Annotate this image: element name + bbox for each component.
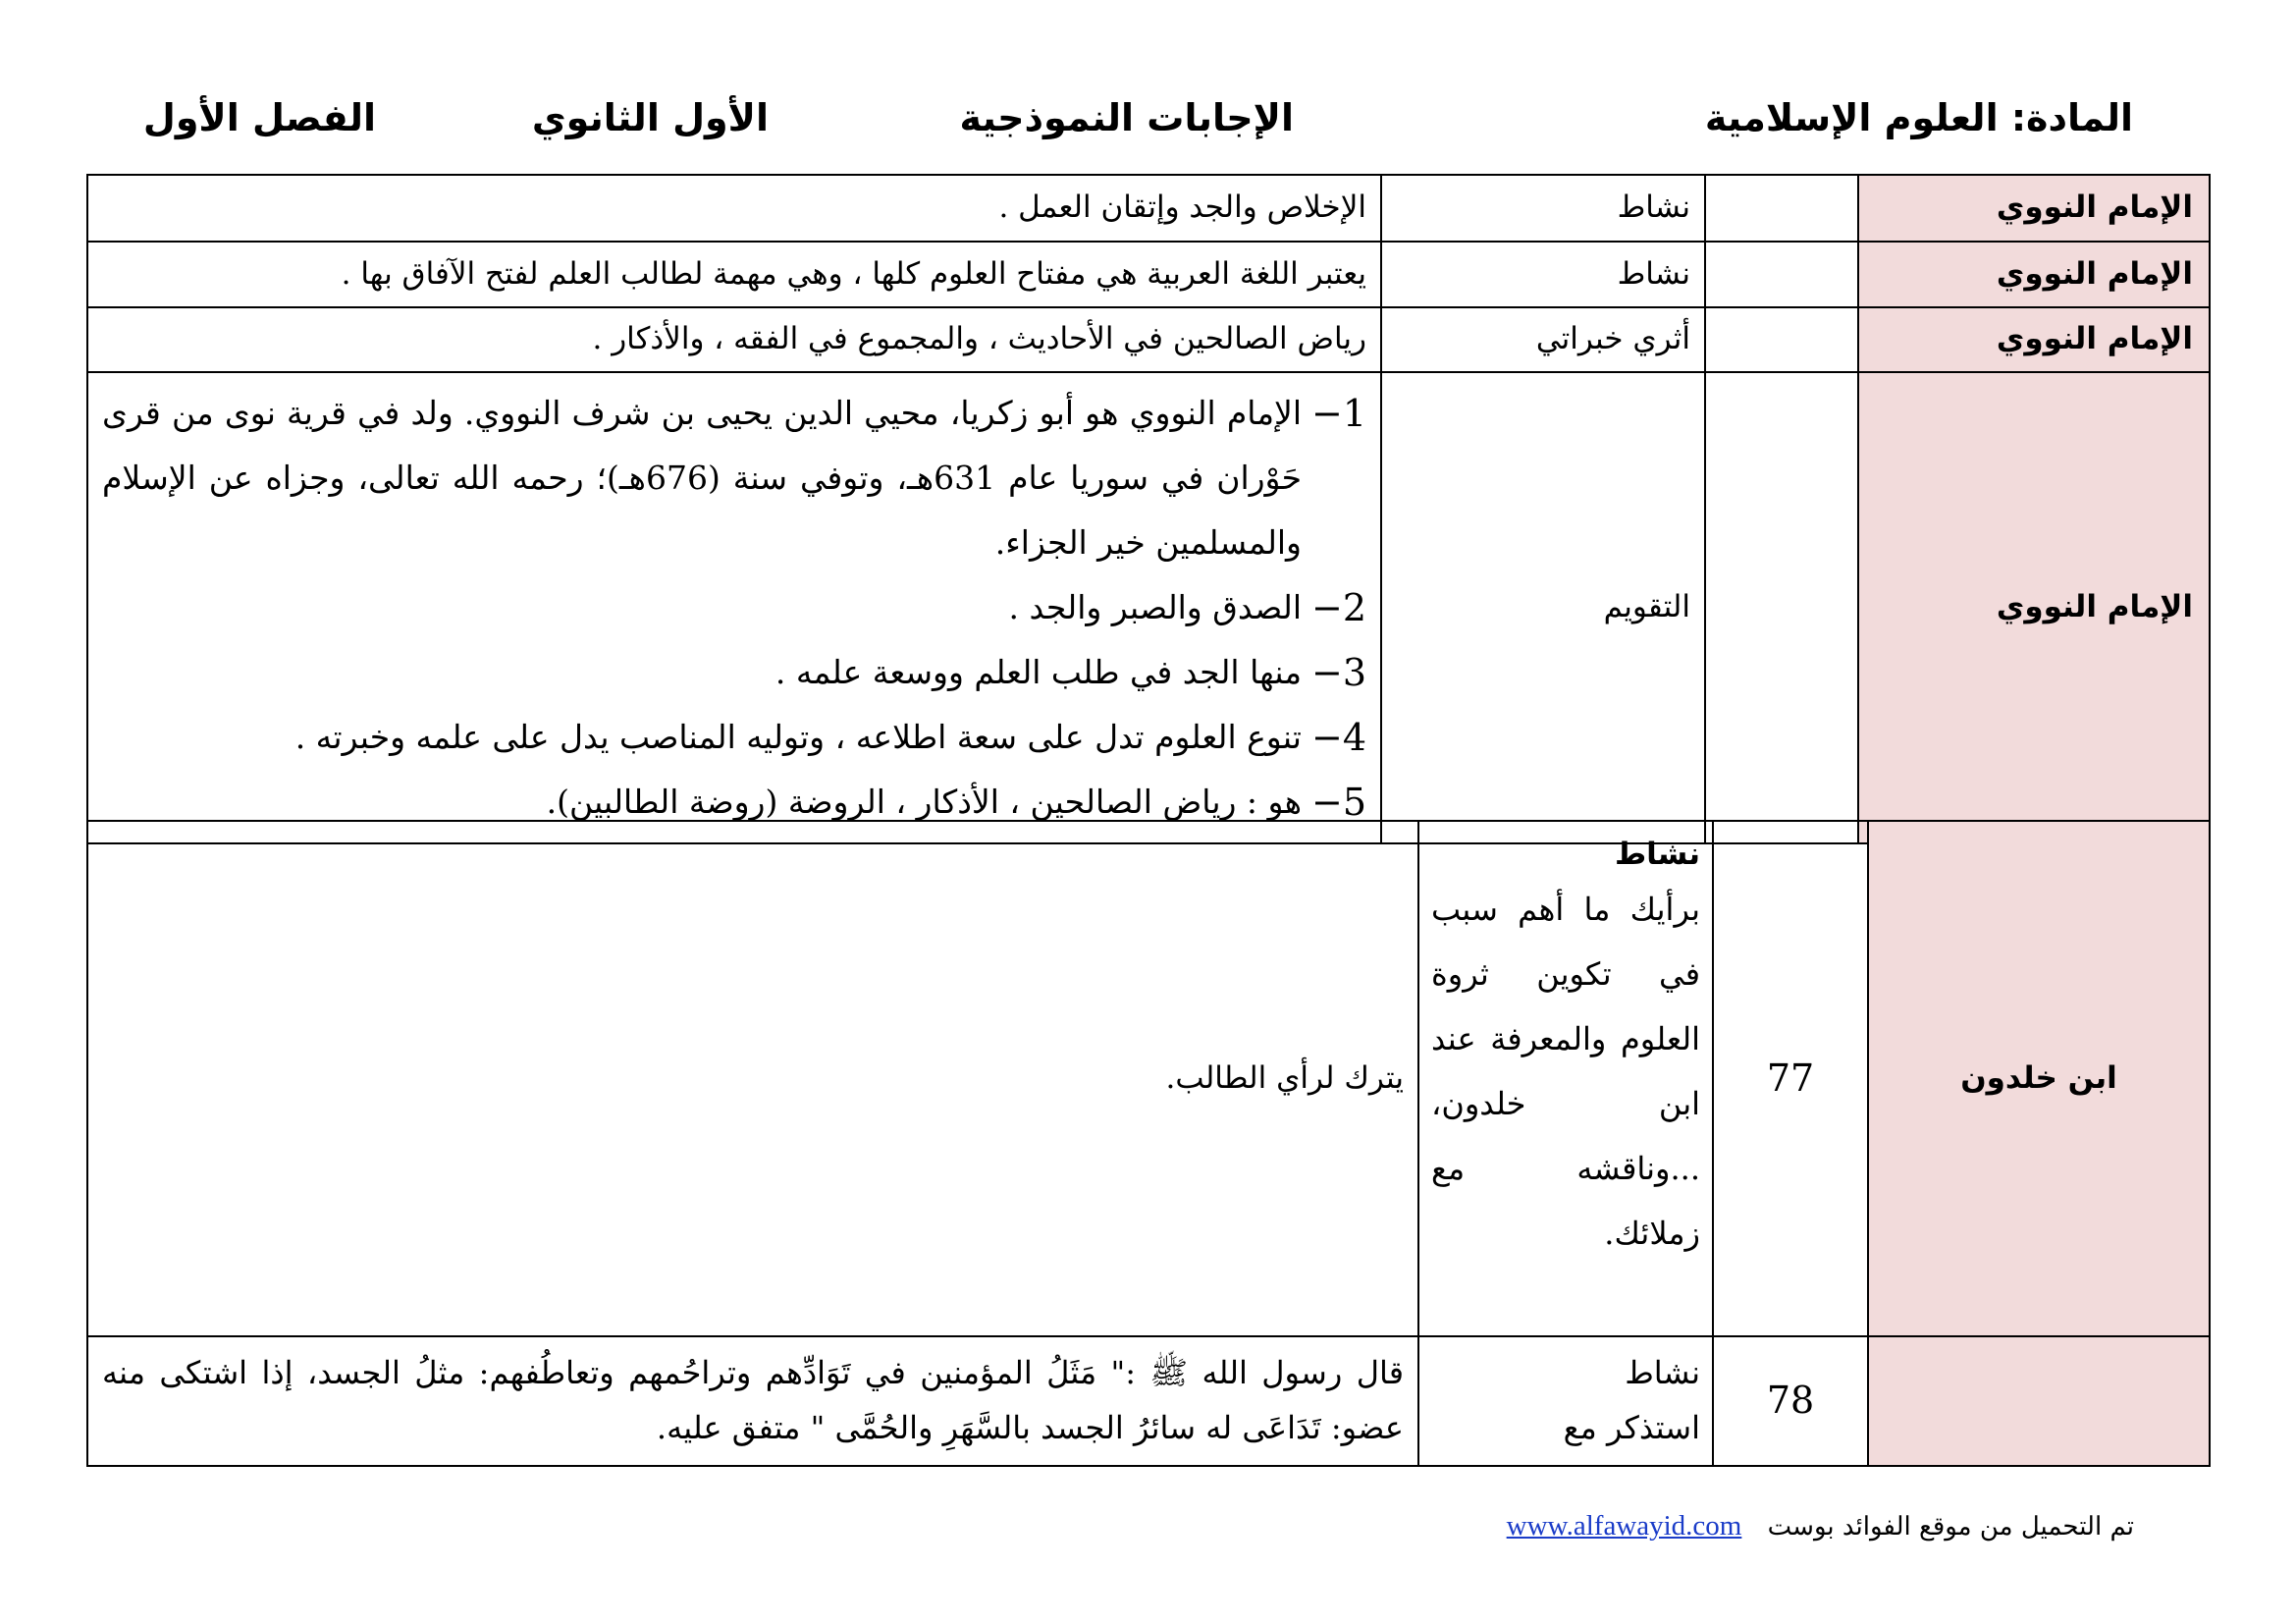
page-header xyxy=(86,96,2212,155)
item-number: 4− xyxy=(1310,716,1366,759)
footer-note: تم التحميل من موقع الفوائد بوست xyxy=(1767,1512,2134,1542)
activity-question xyxy=(1419,822,1712,1275)
activity-text: برأيك ما أهم سبب في تكوين ثروة العلوم والمعرفة عند ابن خلدون، ...وناقشه مع زملائك. xyxy=(1431,891,1700,1252)
table-row xyxy=(87,821,2210,1336)
page-number-cell xyxy=(1705,175,1858,242)
list-item xyxy=(102,705,1366,770)
subject-heading: المادة: العلوم الإسلامية xyxy=(1704,96,2133,139)
document-title: الإجابات النموذجية xyxy=(959,96,1294,139)
question-type-cell: نشاط xyxy=(1381,175,1705,242)
lesson-cell xyxy=(1868,1336,2210,1466)
evaluation-answers-cell xyxy=(87,372,1381,843)
lesson-cell: الإمام النووي xyxy=(1858,307,2210,372)
answer-cell: يعتبر اللغة العربية هي مفتاح العلوم كلها ، وهي مهمة لطالب العلم لفتح الآفاق بها . xyxy=(87,242,1381,307)
page-number-cell: 78 xyxy=(1713,1336,1868,1466)
grade-heading: الأول الثانوي xyxy=(531,96,769,139)
activity-title: نشاط xyxy=(1614,837,1700,872)
hadith-answer-cell: قال رسول الله ﷺ :" مَثَلُ المؤمنين في تَوَادِّهم وتراحُمهم وتعاطُفهم: مثلُ الجسد، إذا اشتكى منه عضو: تَدَاعَى له سائرُ الجسد بالسَّهَرِ والحُمَّى " متفق عليه. xyxy=(87,1336,1418,1466)
answer-cell: رياض الصالحين في الأحاديث ، والمجموع في الفقه ، والأذكار . xyxy=(87,307,1381,372)
lesson-cell: ابن خلدون xyxy=(1868,821,2210,1336)
website-link[interactable]: www.alfawayid.com xyxy=(1506,1510,1742,1542)
item-number: 1− xyxy=(1310,392,1366,435)
answer-cell: الإخلاص والجد وإتقان العمل . xyxy=(87,175,1381,242)
table-row xyxy=(87,175,2210,242)
ibn-khaldun-answers-table xyxy=(86,820,2211,1467)
item-number: 3− xyxy=(1310,651,1366,694)
item-text: منها الجد في طلب العلم ووسعة علمه . xyxy=(774,653,1302,691)
item-number: 2− xyxy=(1310,586,1366,629)
question-type-cell: نشاط xyxy=(1381,242,1705,307)
table-row xyxy=(87,1336,2210,1466)
page-number-cell xyxy=(1705,372,1858,843)
page-number-cell: 77 xyxy=(1713,821,1868,1336)
list-item xyxy=(102,575,1366,640)
item-text: الإمام النووي هو أبو زكريا، محيي الدين يحيى بن شرف النووي. ولد في قرية نوى من قرى حَوْران في سوريا عام 631هـ، وتوفي سنة (676هـ)؛ رحمه الله تعالى، وجزاه عن الإسلام والمسلمين خير الجزاء. xyxy=(102,394,1303,562)
lesson-cell: الإمام النووي xyxy=(1858,175,2210,242)
item-text: الصدق والصبر والجد . xyxy=(1008,588,1302,626)
page-footer xyxy=(1507,1510,2134,1543)
activity-question-cell xyxy=(1418,821,1713,1336)
lesson-cell: الإمام النووي xyxy=(1858,372,2210,843)
activity-text: استذكر مع xyxy=(1563,1409,1700,1446)
lesson-cell: الإمام النووي xyxy=(1858,242,2210,307)
activity-question xyxy=(1419,1337,1712,1465)
item-text: تنوع العلوم تدل على سعة اطلاعه ، وتوليه المناصب يدل على علمه وخبرته . xyxy=(294,718,1302,756)
page-number-cell xyxy=(1705,307,1858,372)
evaluation-answers-list xyxy=(88,373,1380,842)
table-row xyxy=(87,372,2210,843)
activity-title: نشاط xyxy=(1625,1354,1700,1391)
item-number: 5− xyxy=(1310,781,1366,824)
table-row xyxy=(87,242,2210,307)
nawawi-answers-table xyxy=(86,174,2211,844)
question-type-cell: أثري خبراتي xyxy=(1381,307,1705,372)
answer-cell: يترك لرأي الطالب. xyxy=(87,821,1418,1336)
term-heading: الفصل الأول xyxy=(142,96,376,139)
list-item xyxy=(102,640,1366,705)
list-item xyxy=(102,381,1366,575)
question-type-cell: التقويم xyxy=(1381,372,1705,843)
page-number-cell xyxy=(1705,242,1858,307)
item-text: هو : رياض الصالحين ، الأذكار ، الروضة (روضة الطالبين). xyxy=(546,783,1302,821)
activity-question-cell xyxy=(1418,1336,1713,1466)
table-row xyxy=(87,307,2210,372)
